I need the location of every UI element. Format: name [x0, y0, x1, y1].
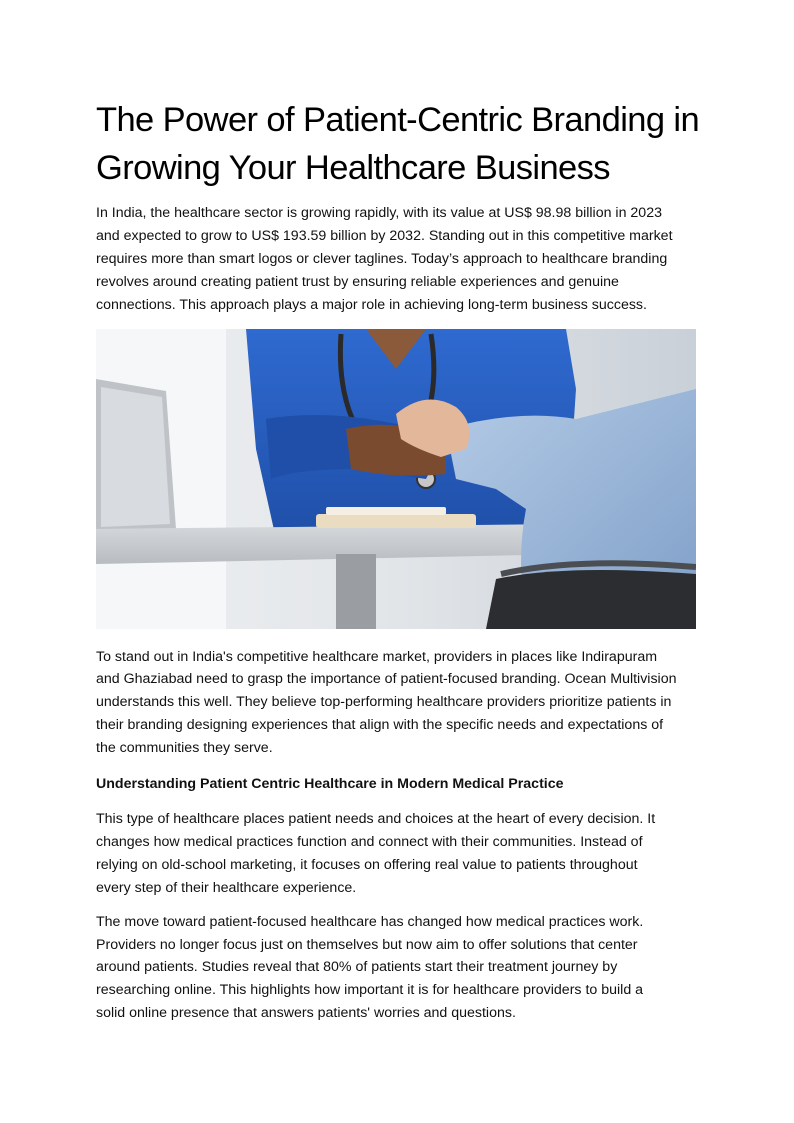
text-line: revolves around creating patient trust by ensuring reliable experiences and genuine [96, 273, 619, 290]
text-line: This type of healthcare places patient needs and choices at the heart of every decision. It [96, 810, 656, 827]
text-line: requires more than smart logos or clever taglines. Today’s approach to healthcare branding [96, 250, 668, 267]
text-line: solid online presence that answers patients' worries and questions. [96, 1005, 516, 1022]
paragraph-patient-focused [96, 911, 700, 1026]
text-line: around patients. Studies reveal that 80% of patients start their treatment journey by [96, 959, 618, 976]
text-line: understands this well. They believe top-performing healthcare providers prioritize patients in [96, 694, 672, 711]
text-line: their branding designing experiences that align with the specific needs and expectations of [96, 717, 664, 734]
document-page [96, 96, 700, 1025]
text-line: To stand out in India's competitive healthcare market, providers in places like Indirapuram [96, 648, 658, 665]
text-line: changes how medical practices function and connect with their communities. Instead of [96, 833, 643, 850]
text-line: connections. This approach plays a major role in achieving long-term business success. [96, 296, 647, 313]
title-line-1: The Power of Patient-Centric Branding in [96, 101, 700, 139]
title-line-2: Growing Your Healthcare Business [96, 149, 610, 187]
text-line: the communities they serve. [96, 740, 273, 757]
text-line: every step of their healthcare experience. [96, 879, 357, 896]
article-title [96, 96, 700, 192]
text-line: and Ghaziabad need to grasp the importance of patient-focused branding. Ocean Multivision [96, 671, 677, 688]
text-line: The move toward patient-focused healthcare has changed how medical practices work. [96, 913, 644, 930]
text-line: researching online. This highlights how important it is for healthcare providers to build a [96, 982, 644, 999]
text-line: and expected to grow to US$ 193.59 billion by 2032. Standing out in this competitive market [96, 227, 673, 244]
section-heading: Understanding Patient Centric Healthcare in Modern Medical Practice [96, 776, 564, 793]
paragraph-ocean-multivision [96, 646, 700, 761]
text-line: In India, the healthcare sector is growing rapidly, with its value at US$ 98.98 billion in 2023 [96, 205, 662, 221]
text-line: Providers no longer focus just on themselves but now aim to offer solutions that center [96, 936, 638, 953]
intro-paragraph [96, 202, 700, 317]
text-line: relying on old-school marketing, it focuses on offering real value to patients throughout [96, 856, 638, 873]
paragraph-healthcare-type [96, 808, 700, 900]
handshake-photo [96, 329, 696, 629]
